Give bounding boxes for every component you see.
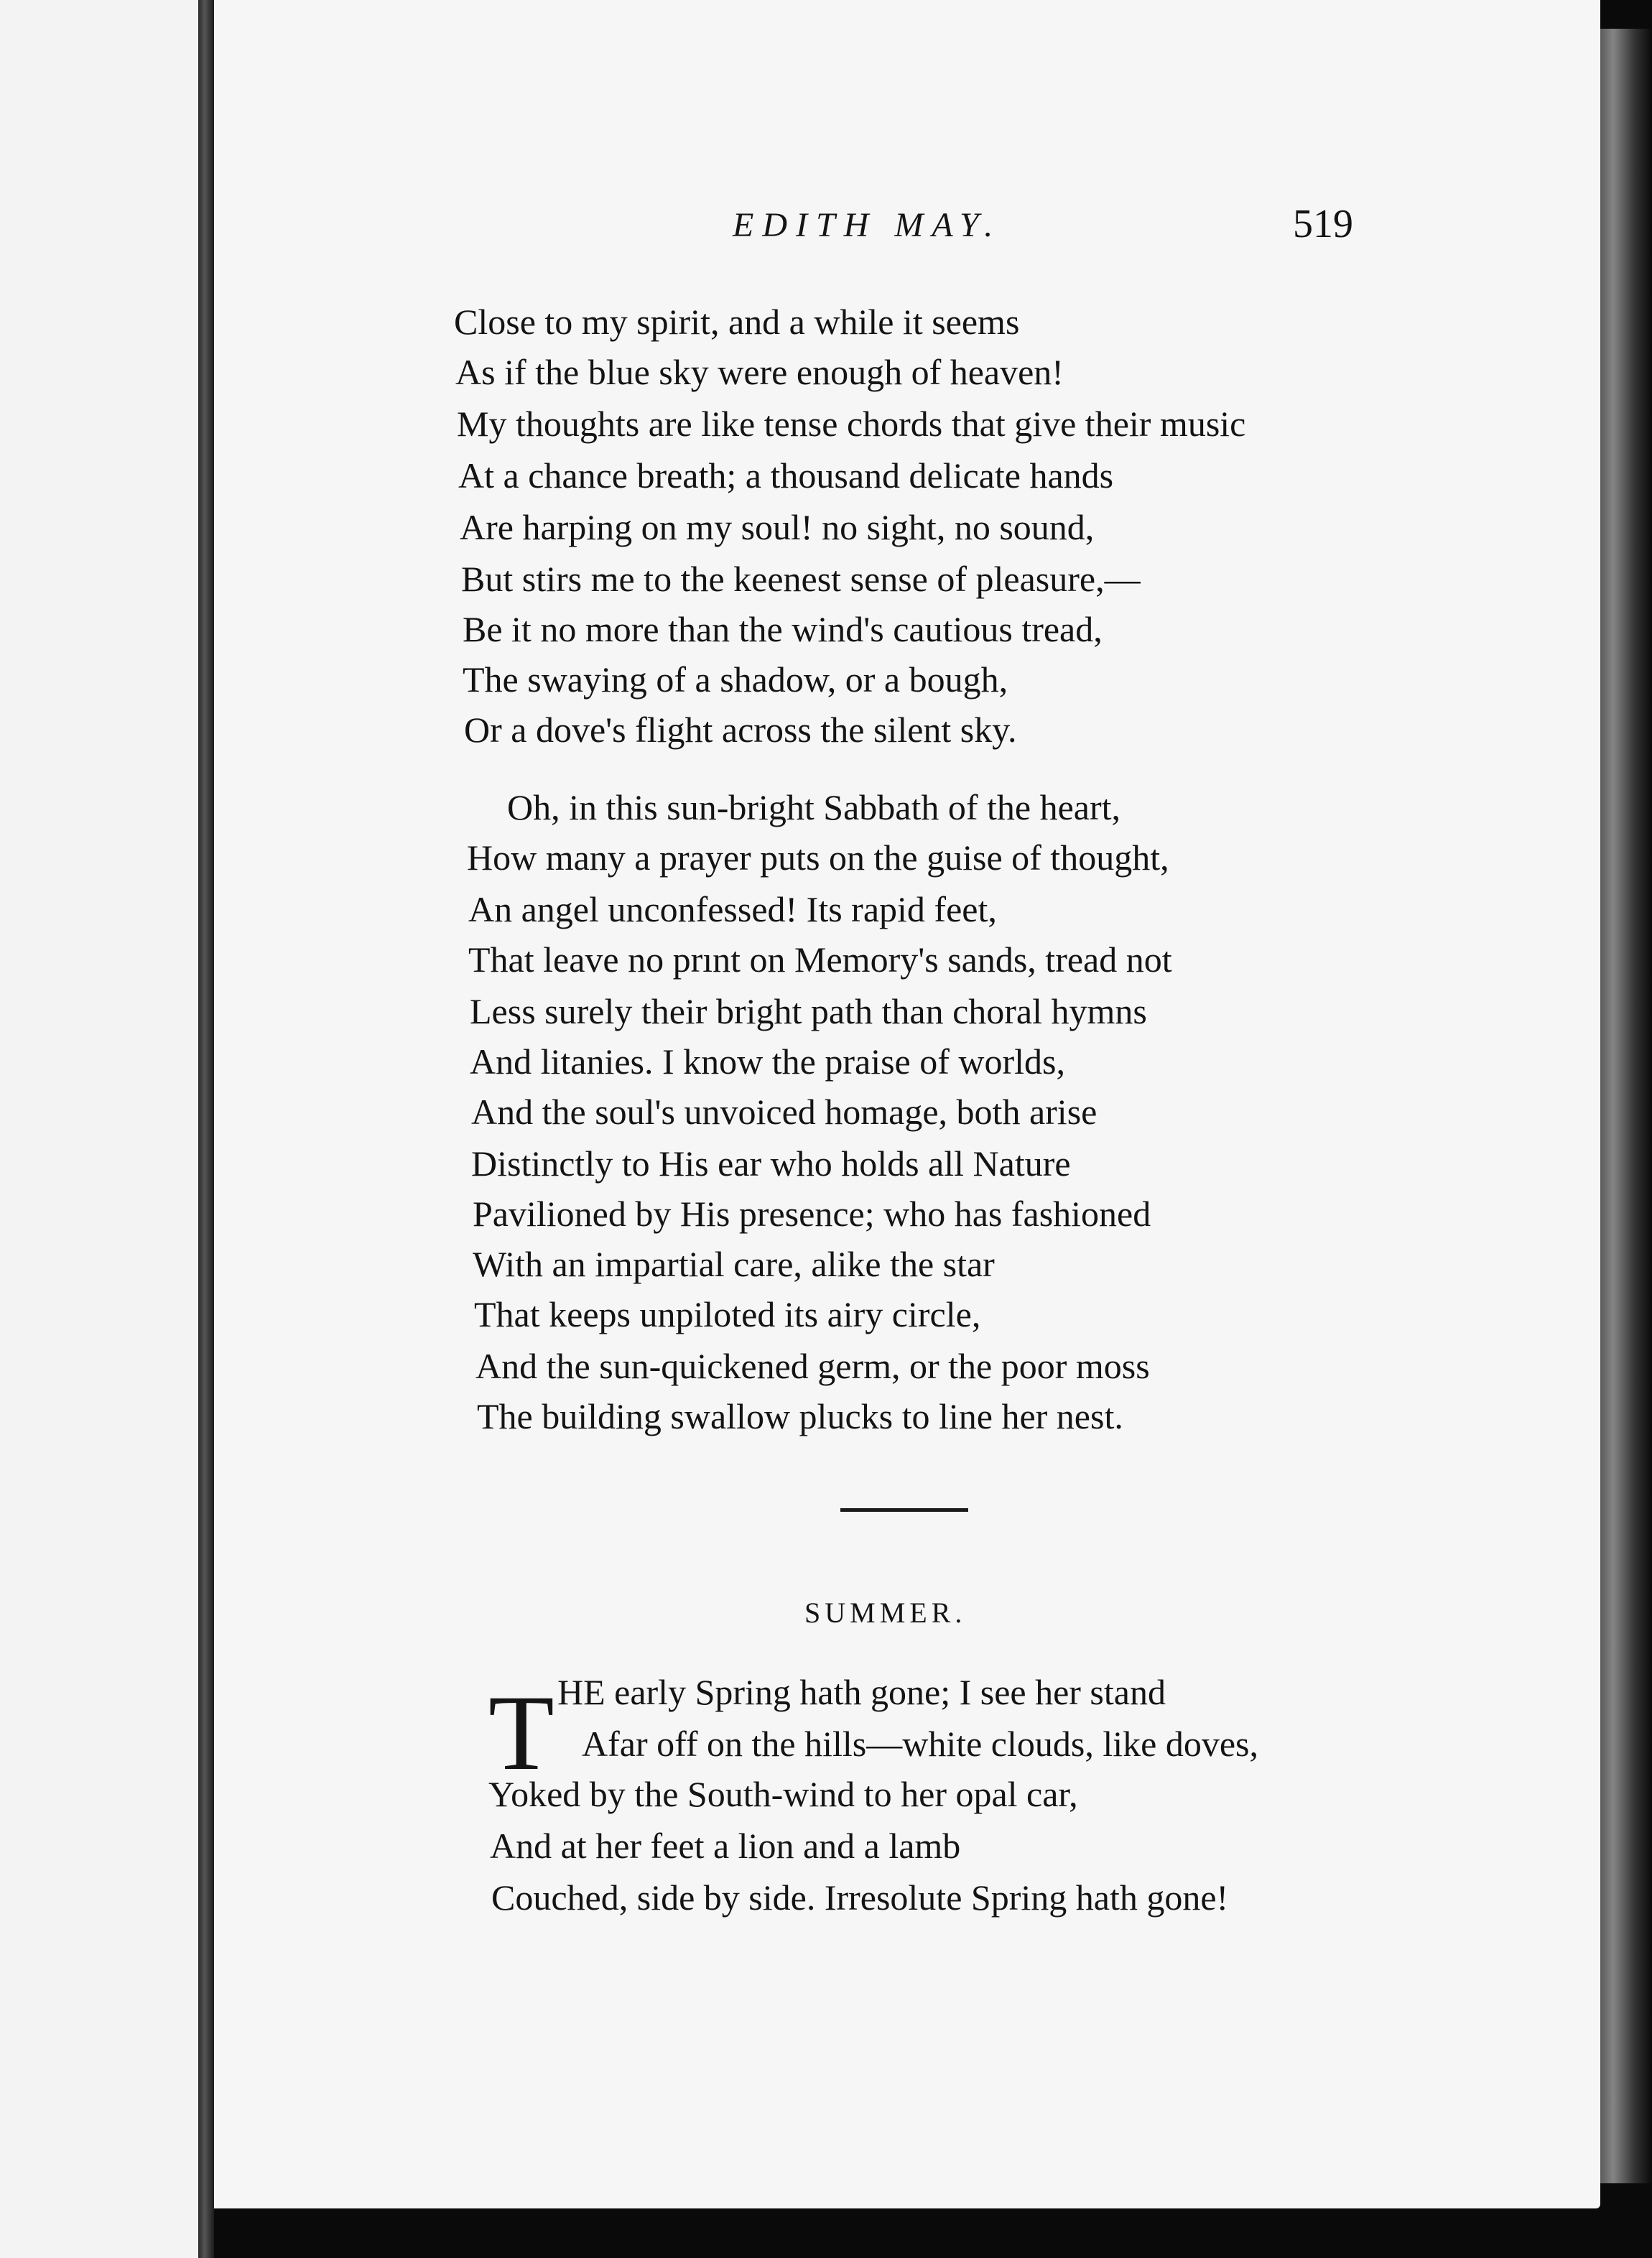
poem-line: Couched, side by side. Irresolute Spring hath gone! [491, 1877, 1229, 1918]
poem-line: But stirs me to the keenest sense of pleasure,— [461, 559, 1141, 599]
poem-line: And the soul's unvoiced homage, both arise [471, 1092, 1098, 1132]
poem-line: And the sun-quickened germ, or the poor moss [475, 1346, 1150, 1386]
poem-line: As if the blue sky were enough of heaven! [455, 352, 1064, 392]
poem-line: Distinctly to His ear who holds all Nature [471, 1143, 1071, 1184]
poem-line: That keeps unpiloted its airy circle, [474, 1294, 981, 1334]
poem-line: The building swallow plucks to line her nest. [477, 1396, 1123, 1436]
section-title: SUMMER. [804, 1597, 967, 1629]
book-gutter [198, 0, 214, 2258]
drop-cap: T [488, 1673, 554, 1793]
section-divider [840, 1508, 968, 1512]
poem-line: HE early Spring hath gone; I see her stand [557, 1672, 1166, 1712]
poem-line: Or a dove's flight across the silent sky. [464, 710, 1017, 750]
page-number: 519 [1293, 202, 1353, 246]
poem-line: Pavilioned by His presence; who has fashioned [473, 1194, 1151, 1234]
poem-line: With an impartial care, alike the star [473, 1244, 995, 1284]
poem-line: That leave no prınt on Memory's sands, tread not [468, 939, 1172, 980]
poem-line: And at her feet a lion and a lamb [490, 1826, 961, 1866]
poem-line: Be it no more than the wind's cautious tread, [463, 609, 1103, 649]
poem-line: The swaying of a shadow, or a bough, [463, 659, 1008, 700]
poem-line: Yoked by the South-wind to her opal car, [488, 1774, 1078, 1814]
poem-line: Afar off on the hills—white clouds, like doves, [582, 1724, 1258, 1764]
left-page [0, 0, 198, 2258]
poem-line: Oh, in this sun-bright Sabbath of the heart, [507, 787, 1121, 827]
poem-line: At a chance breath; a thousand delicate hands [458, 455, 1114, 496]
poem-line: Less surely their bright path than choral hymns [470, 991, 1147, 1031]
poem-line: How many a prayer puts on the guise of thought, [467, 837, 1169, 878]
running-title: EDITH MAY. [733, 206, 1002, 244]
poem-line: An angel unconfessed! Its rapid feet, [468, 889, 997, 929]
poem-line: And litanies. I know the praise of worlds, [470, 1041, 1066, 1082]
poem-line: My thoughts are like tense chords that give their music [457, 404, 1246, 444]
poem-line: Close to my spirit, and a while it seems [454, 302, 1020, 342]
poem-line: Are harping on my soul! no sight, no sound, [460, 507, 1095, 547]
